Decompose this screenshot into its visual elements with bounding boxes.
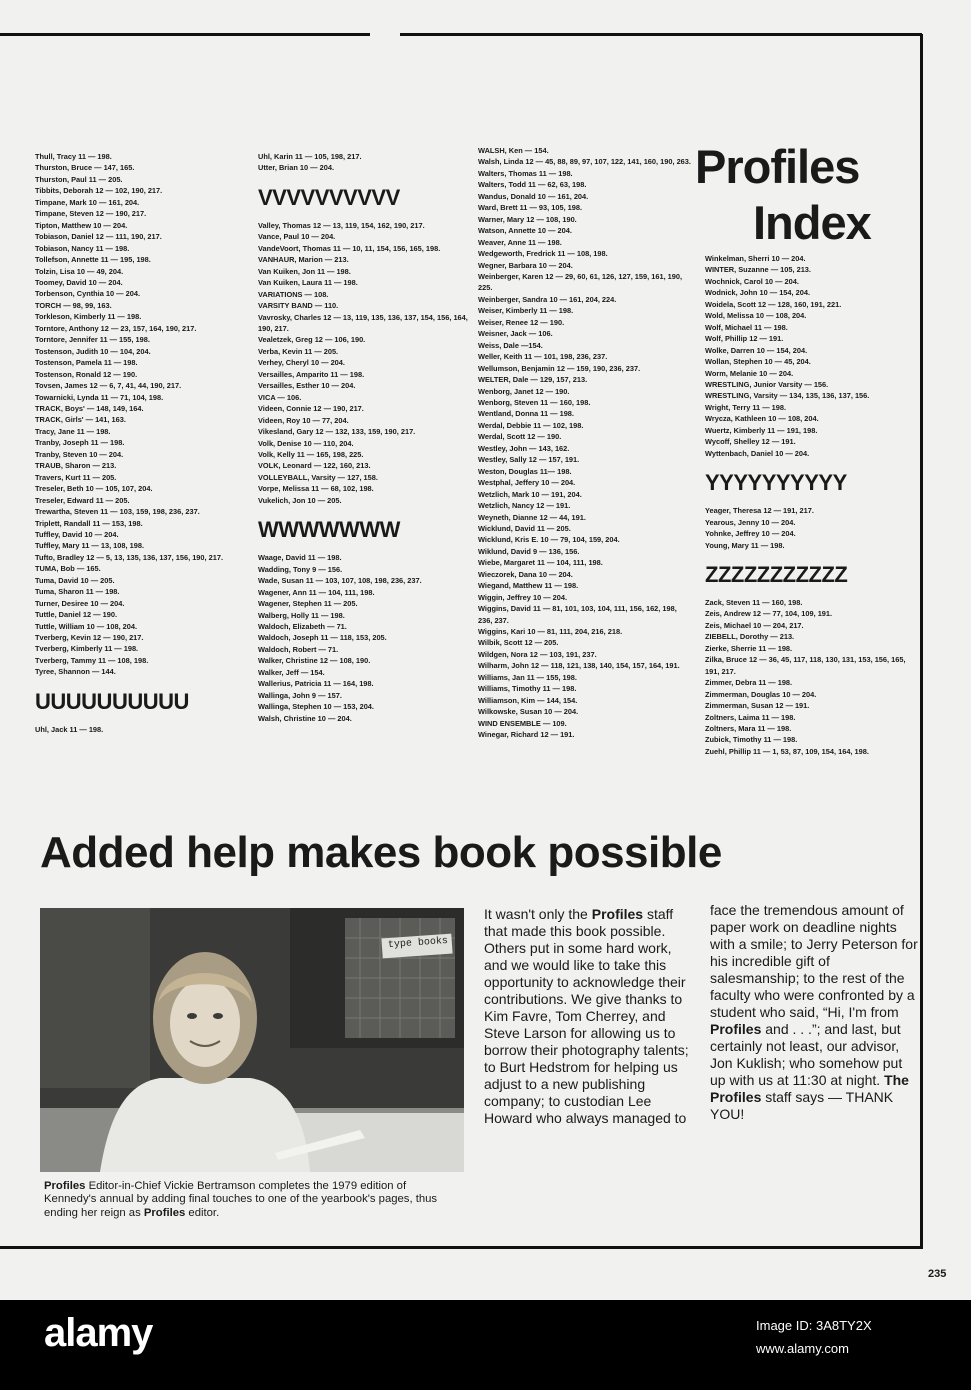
index-list-z	[705, 597, 920, 757]
article-brand-3: The Profiles	[710, 1072, 909, 1105]
index-entry: Winegar, Richard 12 — 191.	[478, 730, 575, 740]
article-column-2	[710, 902, 918, 1123]
index-list-u	[35, 724, 250, 735]
watermark-url: www.alamy.com	[756, 1341, 849, 1356]
index-entry: Yearous, Jenny 10 — 204.	[705, 517, 796, 527]
index-entry: Tranby, Joseph 11 — 198.	[35, 438, 125, 448]
index-entry: Travers, Kurt 11 — 205.	[35, 472, 117, 482]
article-text-4: and . . .”; and last, but certainly not least, our advisor, Jon Kuklish; who somehow put up with us at 11:30 at night.	[710, 1021, 903, 1088]
index-list-w3	[705, 253, 920, 459]
index-entry: WINTER, Suzanne — 105, 213.	[705, 265, 811, 275]
index-entry: Tolzin, Lisa 10 — 49, 204.	[35, 266, 124, 276]
index-entry: TUMA, Bob — 165.	[35, 564, 101, 574]
index-entry: Zubick, Timothy 11 — 198.	[705, 735, 798, 745]
index-entry: Wallinga, John 9 — 157.	[258, 690, 342, 700]
index-entry: Wagener, Ann 11 — 104, 111, 198.	[258, 587, 375, 597]
index-entry: Wenborg, Steven 11 — 160, 198.	[478, 397, 591, 407]
index-entry: Yohnke, Jeffrey 10 — 204.	[705, 529, 796, 539]
page-top-margin	[0, 0, 971, 32]
index-entry: Williams, Jan 11 — 155, 198.	[478, 672, 577, 682]
index-entry: Volk, Kelly 11 — 165, 198, 225.	[258, 449, 364, 459]
index-entry: Wrycza, Kathleen 10 — 108, 204.	[705, 414, 819, 424]
index-entry: Tobiason, Daniel 12 — 111, 190, 217.	[35, 232, 162, 242]
index-entry: Tostenson, Judith 10 — 104, 204.	[35, 346, 151, 356]
index-entry: Wolf, Phillip 12 — 191.	[705, 334, 784, 344]
index-entry: VANHAUR, Marion — 213.	[258, 255, 349, 265]
article-headline: Added help makes book possible	[40, 828, 722, 877]
index-entry: Wallinga, Stephen 10 — 153, 204.	[258, 702, 374, 712]
index-entry: Tuffley, Mary 11 — 13, 108, 198.	[35, 541, 144, 551]
index-entry: Zack, Steven 11 — 160, 198.	[705, 597, 803, 607]
index-entry: Van Kuiken, Laura 11 — 198.	[258, 278, 358, 288]
index-entry: Zimmer, Debra 11 — 198.	[705, 678, 793, 688]
index-entry: Walsh, Christine 10 — 204.	[258, 713, 352, 723]
index-entry: Tollefson, Annette 11 — 195, 198.	[35, 255, 151, 265]
caption-brand: Profiles	[44, 1180, 86, 1192]
index-entry: Tostenson, Ronald 12 — 190.	[35, 369, 138, 379]
index-entry: Vavrosky, Charles 12 — 13, 119, 135, 136, 137, 154, 156, 164, 190, 217.	[258, 312, 468, 333]
index-entry: Zierke, Sherrie 11 — 198.	[705, 643, 793, 653]
index-entry: Wellumson, Benjamin 12 — 159, 190, 236, 237.	[478, 363, 641, 373]
index-entry: Williams, Timothy 11 — 198.	[478, 684, 577, 694]
index-entry: Worm, Melanie 10 — 204.	[705, 368, 794, 378]
index-entry: Wyttenbach, Daniel 10 — 204.	[705, 448, 810, 458]
index-entry: Zuehl, Phillip 11 — 1, 53, 87, 109, 154, 164, 198.	[705, 746, 869, 756]
index-entry: Torkleson, Kimberly 11 — 198.	[35, 312, 142, 322]
index-entry: Walker, Jeff — 154.	[258, 667, 325, 677]
index-entry: Thurston, Bruce — 147, 165.	[35, 163, 135, 173]
index-entry: Warner, Mary 12 — 108, 190.	[478, 214, 577, 224]
index-entry: Wiggin, Jeffrey 10 — 204.	[478, 592, 568, 602]
index-column-2	[258, 151, 473, 724]
index-entry: Wicklund, Kris E. 10 — 79, 104, 159, 204.	[478, 535, 620, 545]
index-entry: Videen, Roy 10 — 77, 204.	[258, 415, 349, 425]
index-entry: Walberg, Holly 11 — 198.	[258, 610, 345, 620]
editor-photo	[40, 908, 464, 1172]
index-entry: Wollan, Stephen 10 — 45, 204.	[705, 357, 811, 367]
index-column-1	[35, 151, 250, 735]
index-entry: Werdal, Debbie 11 — 102, 198.	[478, 420, 584, 430]
index-entry: Wetzlich, Nancy 12 — 191.	[478, 501, 571, 511]
index-entry: Waage, David 11 — 198.	[258, 553, 342, 563]
index-entry: Torntore, Anthony 12 — 23, 157, 164, 190, 217.	[35, 323, 197, 333]
index-list-v	[258, 220, 473, 506]
article-brand-1: Profiles	[591, 906, 644, 922]
index-entry: Wochnick, Carol 10 — 204.	[705, 276, 799, 286]
index-entry: Wieczorek, Dana 10 — 204.	[478, 569, 573, 579]
index-entry: Towarnicki, Lynda 11 — 71, 104, 198.	[35, 392, 164, 402]
index-entry: Walters, Thomas 11 — 198.	[478, 168, 573, 178]
index-entry: Torbenson, Cynthia 10 — 204.	[35, 289, 140, 299]
index-entry: Tibbits, Deborah 12 — 102, 190, 217.	[35, 186, 163, 196]
index-entry: Weyneth, Dianne 12 — 44, 191.	[478, 512, 586, 522]
index-entry: Wedgeworth, Fredrick 11 — 108, 198.	[478, 249, 608, 259]
index-entry: Turner, Desiree 10 — 204.	[35, 598, 125, 608]
index-entry: Verhey, Cheryl 10 — 204.	[258, 358, 345, 368]
index-entry: VOLLEYBALL, Varsity — 127, 158.	[258, 472, 378, 482]
index-entry: Tuttle, Daniel 12 — 190.	[35, 610, 118, 620]
index-entry: Tuma, David 10 — 205.	[35, 575, 115, 585]
index-entry: Waldoch, Robert — 71.	[258, 644, 339, 654]
index-entry: Wodnick, John 10 — 154, 204.	[705, 288, 811, 298]
index-entry: Wiggins, Kari 10 — 81, 111, 204, 216, 218.	[478, 627, 623, 637]
index-entry: Wiggins, David 11 — 81, 101, 103, 104, 111, 156, 162, 198, 236, 237.	[478, 604, 677, 625]
index-entry: Walker, Christine 12 — 108, 190.	[258, 656, 371, 666]
index-entry: Weisner, Jack — 106.	[478, 329, 553, 339]
index-entry: Wright, Terry 11 — 198.	[705, 402, 787, 412]
index-entry: Tyree, Shannon — 144.	[35, 667, 116, 677]
index-entry: Young, Mary 11 — 198.	[705, 540, 785, 550]
index-entry: Tuma, Sharon 11 — 198.	[35, 587, 120, 597]
index-entry: Tverberg, Tammy 11 — 108, 198.	[35, 655, 149, 665]
index-entry: Wildgen, Nora 12 — 103, 191, 237.	[478, 649, 597, 659]
index-entry: Torntore, Jennifer 11 — 155, 198.	[35, 335, 150, 345]
index-entry: Wolf, Michael 11 — 198.	[705, 322, 788, 332]
alamy-logo: alamy	[44, 1311, 153, 1355]
index-entry: Wentland, Donna 11 — 198.	[478, 409, 574, 419]
index-entry: Wade, Susan 11 — 103, 107, 108, 198, 236, 237.	[258, 576, 422, 586]
index-entry: Wiebe, Margaret 11 — 104, 111, 198.	[478, 558, 603, 568]
index-entry: Westley, Sally 12 — 157, 191.	[478, 455, 580, 465]
article-text-1: It wasn't only the	[484, 906, 592, 922]
caption-brand-2: Profiles	[143, 1206, 186, 1219]
index-entry: Ward, Brett 11 — 93, 105, 198.	[478, 203, 583, 213]
page-number: 235	[928, 1268, 947, 1280]
index-entry: Walters, Todd 11 — 62, 63, 198.	[478, 180, 587, 190]
index-entry: Treseler, Edward 11 — 205.	[35, 495, 130, 505]
index-entry: Tracy, Jane 11 — 198.	[35, 426, 111, 436]
index-entry: WRESTLING, Varsity — 134, 135, 136, 137, 156.	[705, 391, 870, 401]
index-entry: Wolke, Darren 10 — 154, 204.	[705, 345, 808, 355]
index-entry: VandeVoort, Thomas 11 — 10, 11, 154, 156, 165, 198.	[258, 243, 441, 253]
bottom-rule	[0, 1246, 923, 1249]
index-entry: ZIEBELL, Dorothy — 213.	[705, 632, 795, 642]
index-column-4	[705, 253, 920, 757]
index-entry: Tobiason, Nancy 11 — 198.	[35, 243, 130, 253]
index-entry: Verba, Kevin 11 — 205.	[258, 346, 339, 356]
index-entry: WIND ENSEMBLE — 109.	[478, 718, 567, 728]
index-entry: Weiser, Kimberly 11 — 198.	[478, 306, 574, 316]
index-entry: Weller, Keith 11 — 101, 198, 236, 237.	[478, 352, 608, 362]
index-entry: Versailles, Esther 10 — 204.	[258, 381, 356, 391]
index-entry: Tverberg, Kevin 12 — 190, 217.	[35, 633, 144, 643]
index-column-3	[478, 145, 693, 741]
index-entry: Wenborg, Janet 12 — 190.	[478, 386, 570, 396]
index-list-w2	[478, 145, 693, 741]
index-entry: Versailles, Amparito 11 — 198.	[258, 369, 365, 379]
section-letters-z: ZZZZZZZZZZZ	[705, 561, 848, 587]
index-entry: Vikesland, Gary 12 — 132, 133, 159, 190, 217.	[258, 427, 416, 437]
article-text-3: face the tremendous amount of paper work on deadline nights with a smile; to Jerry Peterson for his incredible gift of salesmanship; to the rest of the faculty who were confronted by a student who said, “Hi, I'm from	[710, 902, 918, 1020]
index-title-line1: Profiles	[695, 140, 860, 193]
index-list-t	[35, 151, 250, 678]
index-entry: Weinberger, Sandra 10 — 161, 204, 224.	[478, 294, 617, 304]
index-entry: VARIATIONS — 108.	[258, 289, 329, 299]
index-entry: Zoltners, Laima 11 — 198.	[705, 712, 796, 722]
index-title-line2: Index	[753, 196, 871, 249]
article-text-5: staff says — THANK YOU!	[710, 1089, 894, 1122]
index-entry: Wilkowske, Susan 10 — 204.	[478, 707, 579, 717]
index-entry: Timpane, Steven 12 — 190, 217.	[35, 209, 147, 219]
index-entry: Wold, Melissa 10 — 108, 204.	[705, 311, 807, 321]
index-entry: Vukelich, Jon 10 — 205.	[258, 495, 342, 505]
index-entry: Wilharm, John 12 — 118, 121, 138, 140, 154, 157, 164, 191.	[478, 661, 680, 671]
index-entry: Triplett, Randall 11 — 153, 198.	[35, 518, 143, 528]
index-entry: Wiegand, Matthew 11 — 198.	[478, 581, 579, 591]
index-entry: Utter, Brian 10 — 204.	[258, 163, 334, 173]
index-entry: Tufto, Bradley 12 — 5, 13, 135, 136, 137, 156, 190, 217.	[35, 552, 224, 562]
top-rule-right	[400, 33, 922, 36]
caption-text-2: editor.	[185, 1206, 220, 1219]
index-entry: Weinberger, Karen 12 — 29, 60, 61, 126, 127, 159, 161, 190, 225.	[478, 271, 683, 293]
index-entry: Tuffley, David 10 — 204.	[35, 529, 119, 539]
index-entry: Timpane, Mark 10 — 161, 204.	[35, 197, 140, 207]
photo-sign-text: type books	[387, 935, 449, 952]
index-entry: Tverberg, Kimberly 11 — 198.	[35, 644, 139, 654]
index-entry: Zilka, Bruce 12 — 36, 45, 117, 118, 130, 131, 153, 156, 165, 191, 217.	[705, 655, 906, 676]
top-rule-left	[0, 33, 370, 36]
index-entry: TRACK, Boys' — 148, 149, 164.	[35, 403, 144, 413]
index-entry: Wallerius, Patricia 11 — 164, 198.	[258, 679, 374, 689]
index-entry: Zimmerman, Douglas 10 — 204.	[705, 689, 817, 699]
index-entry: Wegner, Barbara 10 — 204.	[478, 260, 573, 270]
index-entry: Toomey, David 10 — 204.	[35, 277, 123, 287]
index-entry: Vorpe, Melissa 11 — 68, 102, 198.	[258, 484, 374, 494]
index-entry: Yeager, Theresa 12 — 191, 217.	[705, 506, 814, 516]
index-entry: VOLK, Leonard — 122, 160, 213.	[258, 461, 371, 471]
index-entry: Woidela, Scott 12 — 128, 160, 191, 221.	[705, 299, 842, 309]
index-entry: Winkelman, Sherri 10 — 204.	[705, 254, 806, 263]
index-entry: Tranby, Steven 10 — 204.	[35, 449, 124, 459]
index-entry: Wuertz, Kimberly 11 — 191, 198.	[705, 425, 818, 435]
article-brand-2: Profiles	[710, 1021, 762, 1037]
index-entry: Williamson, Kim — 144, 154.	[478, 695, 578, 705]
index-entry: Tuttle, William 10 — 108, 204.	[35, 621, 138, 631]
index-entry: Trewartha, Steven 11 — 103, 159, 198, 236, 237.	[35, 507, 200, 517]
index-entry: Zeis, Michael 10 — 204, 217.	[705, 620, 804, 630]
index-entry: TRACK, Girls' — 141, 163.	[35, 415, 126, 425]
index-entry: WELTER, Dale — 129, 157, 213.	[478, 375, 588, 385]
index-entry: Videen, Connie 12 — 190, 217.	[258, 404, 364, 414]
index-list-u2	[258, 151, 473, 174]
index-entry: VICA — 106.	[258, 392, 302, 402]
caption-text-1: Editor-in-Chief Vickie Bertramson completes the 1979 edition of Kennedy's annual by adding final touches to one of the yearbook's pages, thus ending her reign as	[44, 1180, 438, 1219]
index-entry: Wadding, Tony 9 — 156.	[258, 564, 343, 574]
index-entry: Thurston, Paul 11 — 205.	[35, 174, 123, 184]
index-entry: Vealetzek, Greg 12 — 106, 190.	[258, 335, 366, 345]
index-list-w	[258, 552, 473, 724]
index-entry: Weiss, Dale —154.	[478, 340, 543, 350]
index-entry: Wagener, Stephen 11 — 205.	[258, 599, 358, 609]
index-entry: TORCH — 98, 99, 163.	[35, 300, 112, 310]
image-id-text: Image ID: 3A8TY2X	[756, 1318, 872, 1333]
section-letters-v: VVVVVVVVVV	[258, 184, 400, 210]
index-entry: Wandus, Donald 10 — 161, 204.	[478, 191, 589, 201]
index-list-y	[705, 505, 920, 551]
index-entry: Weiser, Renee 12 — 190.	[478, 317, 565, 327]
index-entry: Wiklund, David 9 — 136, 156.	[478, 546, 580, 556]
index-entry: Westphal, Jeffery 10 — 204.	[478, 478, 576, 488]
index-entry: Thull, Tracy 11 — 198.	[35, 152, 112, 161]
photo-caption	[44, 1180, 444, 1220]
index-entry: Zoltners, Mara 11 — 198.	[705, 723, 792, 733]
index-entry: Wilbik, Scott 12 — 205.	[478, 638, 559, 648]
index-entry: Valley, Thomas 12 — 13, 119, 154, 162, 190, 217.	[258, 220, 425, 230]
index-entry: Westley, John — 143, 162.	[478, 443, 570, 453]
index-entry: Treseler, Beth 10 — 105, 107, 204.	[35, 484, 153, 494]
index-entry: Tipton, Matthew 10 — 204.	[35, 220, 128, 230]
index-entry: WALSH, Ken — 154.	[478, 146, 549, 155]
index-entry: Uhl, Karin 11 — 105, 198, 217.	[258, 152, 362, 161]
index-entry: Volk, Denise 10 — 110, 204.	[258, 438, 354, 448]
article-column-1	[484, 906, 692, 1127]
right-rule	[920, 34, 923, 1248]
index-entry: TRAUB, Sharon — 213.	[35, 461, 117, 471]
article-text-2: staff that made this book possible. Others put in some hard work, and we would like to take this opportunity to acknowledge their contributions. We give thanks to Kim Favre, Tom Cherrey, and Steve Larson for allowing us to borrow their photography talents; to Burt Hedstrom for helping us adjust to a new publishing company; to custodian Lee Howard who always managed to	[484, 906, 689, 1126]
index-entry: Vance, Paul 10 — 204.	[258, 232, 336, 242]
index-entry: Waldoch, Joseph 11 — 118, 153, 205.	[258, 633, 387, 643]
index-entry: Zimmerman, Susan 12 — 191.	[705, 701, 810, 711]
index-entry: Waldoch, Elizabeth — 71.	[258, 621, 347, 631]
index-entry: Wetzlich, Mark 10 — 191, 204.	[478, 489, 582, 499]
index-entry: Zeis, Andrew 12 — 77, 104, 109, 191.	[705, 609, 833, 619]
index-entry: WRESTLING, Junior Varsity — 156.	[705, 379, 829, 389]
index-entry: Weston, Douglas 11— 198.	[478, 466, 572, 476]
index-entry: Walsh, Linda 12 — 45, 88, 89, 97, 107, 122, 141, 160, 190, 263.	[478, 157, 691, 167]
index-entry: Weaver, Anne 11 — 198.	[478, 237, 562, 247]
section-letters-u: UUUUUUUUUU	[35, 688, 189, 714]
index-entry: Watson, Annette 10 — 204.	[478, 226, 572, 236]
index-entry: Uhl, Jack 11 — 198.	[35, 724, 104, 734]
index-entry: Werdal, Scott 12 — 190.	[478, 432, 562, 442]
section-letters-w: WWWWWWW	[258, 517, 400, 543]
index-entry: Tovsen, James 12 — 6, 7, 41, 44, 190, 217.	[35, 381, 182, 391]
index-entry: Wycoff, Shelley 12 — 191.	[705, 437, 796, 447]
index-entry: VARSITY BAND — 110.	[258, 301, 339, 311]
index-entry: Van Kuiken, Jon 11 — 198.	[258, 266, 351, 276]
index-entry: Wicklund, David 11 — 205.	[478, 523, 571, 533]
index-entry: Tostenson, Pamela 11 — 198.	[35, 358, 138, 368]
section-letters-y: YYYYYYYYYY	[705, 470, 847, 496]
